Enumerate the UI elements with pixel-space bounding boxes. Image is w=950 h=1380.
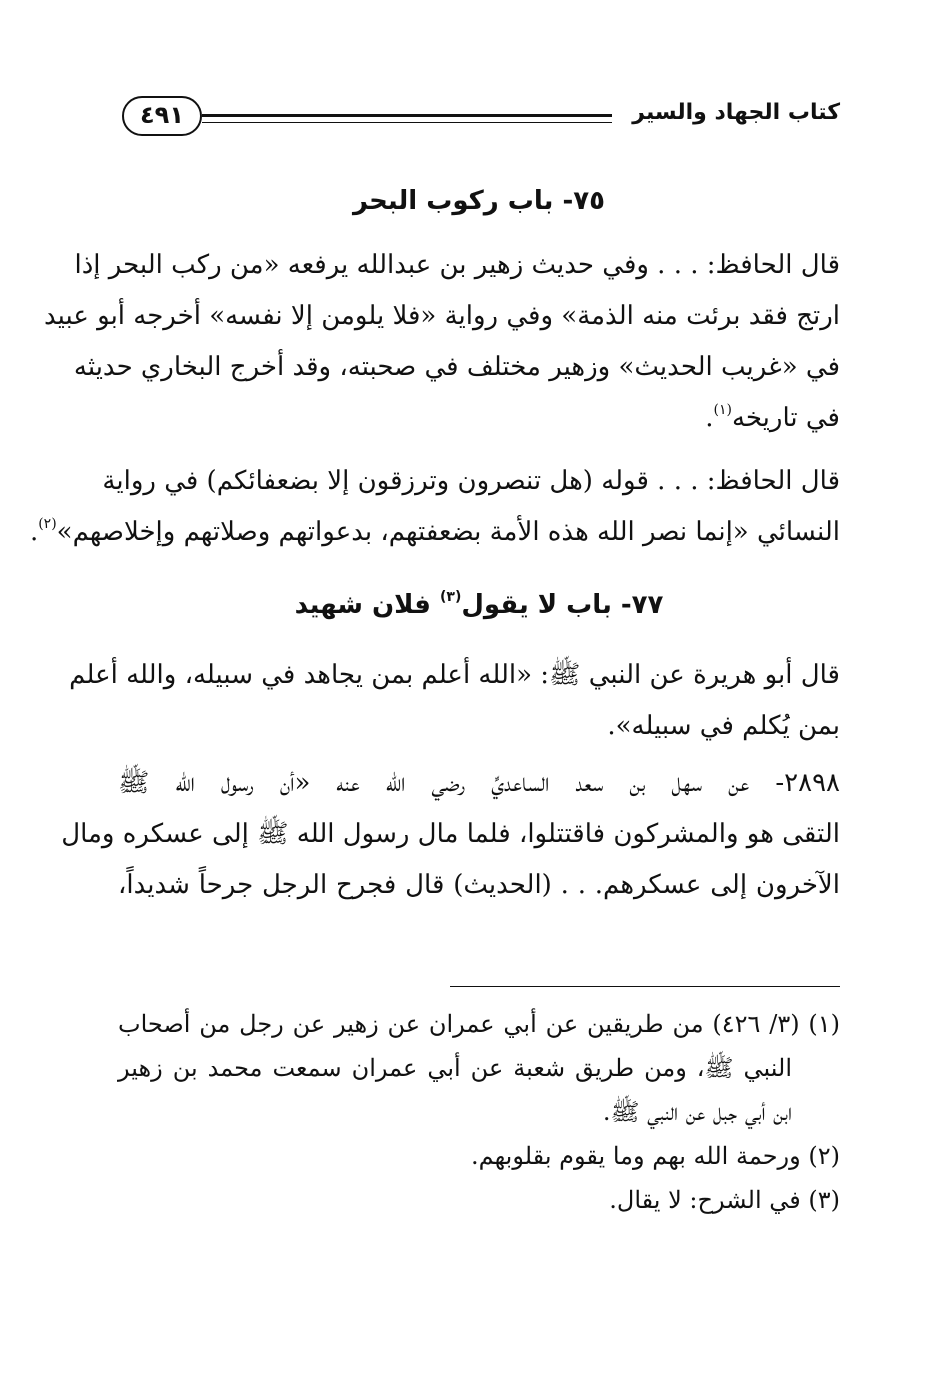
text-line: في «غريب الحديث» وزهير مختلف في صحبته، وقد أخرج البخاري حديثه (73, 352, 840, 382)
footnotes (118, 1002, 840, 1222)
paragraph-77-1 (69, 650, 840, 752)
paragraph-75-2 (29, 456, 840, 558)
text-line (29, 507, 840, 558)
text-line: ٢٨٩٨- عن سهل بن سعد الساعديِّ رضي الله عنه «أن رسول الله ﷺ (118, 768, 840, 798)
section-heading-77 (118, 590, 840, 620)
paragraph-75-1 (44, 240, 840, 444)
section-heading-75: ٧٥- باب ركوب البحر (352, 186, 606, 216)
text-line: التقى هو والمشركون فاقتتلوا، فلما مال رسول الله ﷺ إلى عسكره ومال (61, 819, 840, 849)
text-line: ارتج فقد برئت منه الذمة» وفي رواية «فلا يلومن إلا نفسه» أخرجه أبو عبيد (44, 301, 840, 331)
text-line: قال الحافظ: . . . وفي حديث زهير بن عبدالله يرفعه «من ركب البحر إذا (74, 250, 840, 280)
footnote-separator (450, 986, 840, 987)
running-header (118, 96, 840, 144)
book-title: كتاب الجهاد والسير (632, 100, 840, 125)
heading-fragment: ٧٧- باب لا يقول (461, 590, 664, 620)
header-rule (202, 114, 612, 123)
text-line: بمن يُكلم في سبيله». (607, 711, 840, 741)
text-line: الآخرون إلى عسكرهم. . . (الحديث) قال فجرح الرجل جرحاً شديداً، (118, 870, 840, 900)
text-line: قال الحافظ: . . . قوله (هل تنصرون وترزقون إلا بضعفائكم) في رواية (102, 466, 840, 496)
footnote-2: (٢) ورحمة الله بهم وما يقوم بقلوبهم. (470, 1142, 840, 1170)
text-fragment: النسائي «إنما نصر الله هذه الأمة بضعفتهم، بدعواتهم وصلاتهم وإخلاصهم» (56, 517, 840, 547)
text-line (118, 393, 840, 444)
hadith-2898 (61, 758, 840, 911)
footnote-1-cont: النبي ﷺ، ومن طريق شعبة عن أبي عمران سمعت محمد بن زهير (118, 1054, 792, 1082)
footnote-1: (١) (٣/ ٤٢٦) من طريقين عن أبي عمران عن زهير عن رجل من أصحاب (118, 1010, 840, 1038)
text-fragment: . (705, 403, 714, 433)
footnote-3: (٣) في الشرح: لا يقال. (609, 1186, 840, 1214)
heading-fragment: فلان شهيد (294, 590, 441, 620)
footnote-1-cont: ابن أبي جبل عن النبي ﷺ. (602, 1098, 792, 1126)
text-line: قال أبو هريرة عن النبي ﷺ: «الله أعلم بمن يجاهد في سبيله، والله أعلم (69, 660, 840, 690)
text-fragment: . (29, 517, 39, 547)
page-number: ٤٩١ (122, 96, 202, 136)
footnote-marker-3: (٣) (440, 589, 462, 605)
footnote-marker-2: (٢) (38, 516, 57, 532)
text-fragment: في تاريخه (731, 403, 840, 433)
footnote-marker-1: (١) (713, 402, 732, 418)
